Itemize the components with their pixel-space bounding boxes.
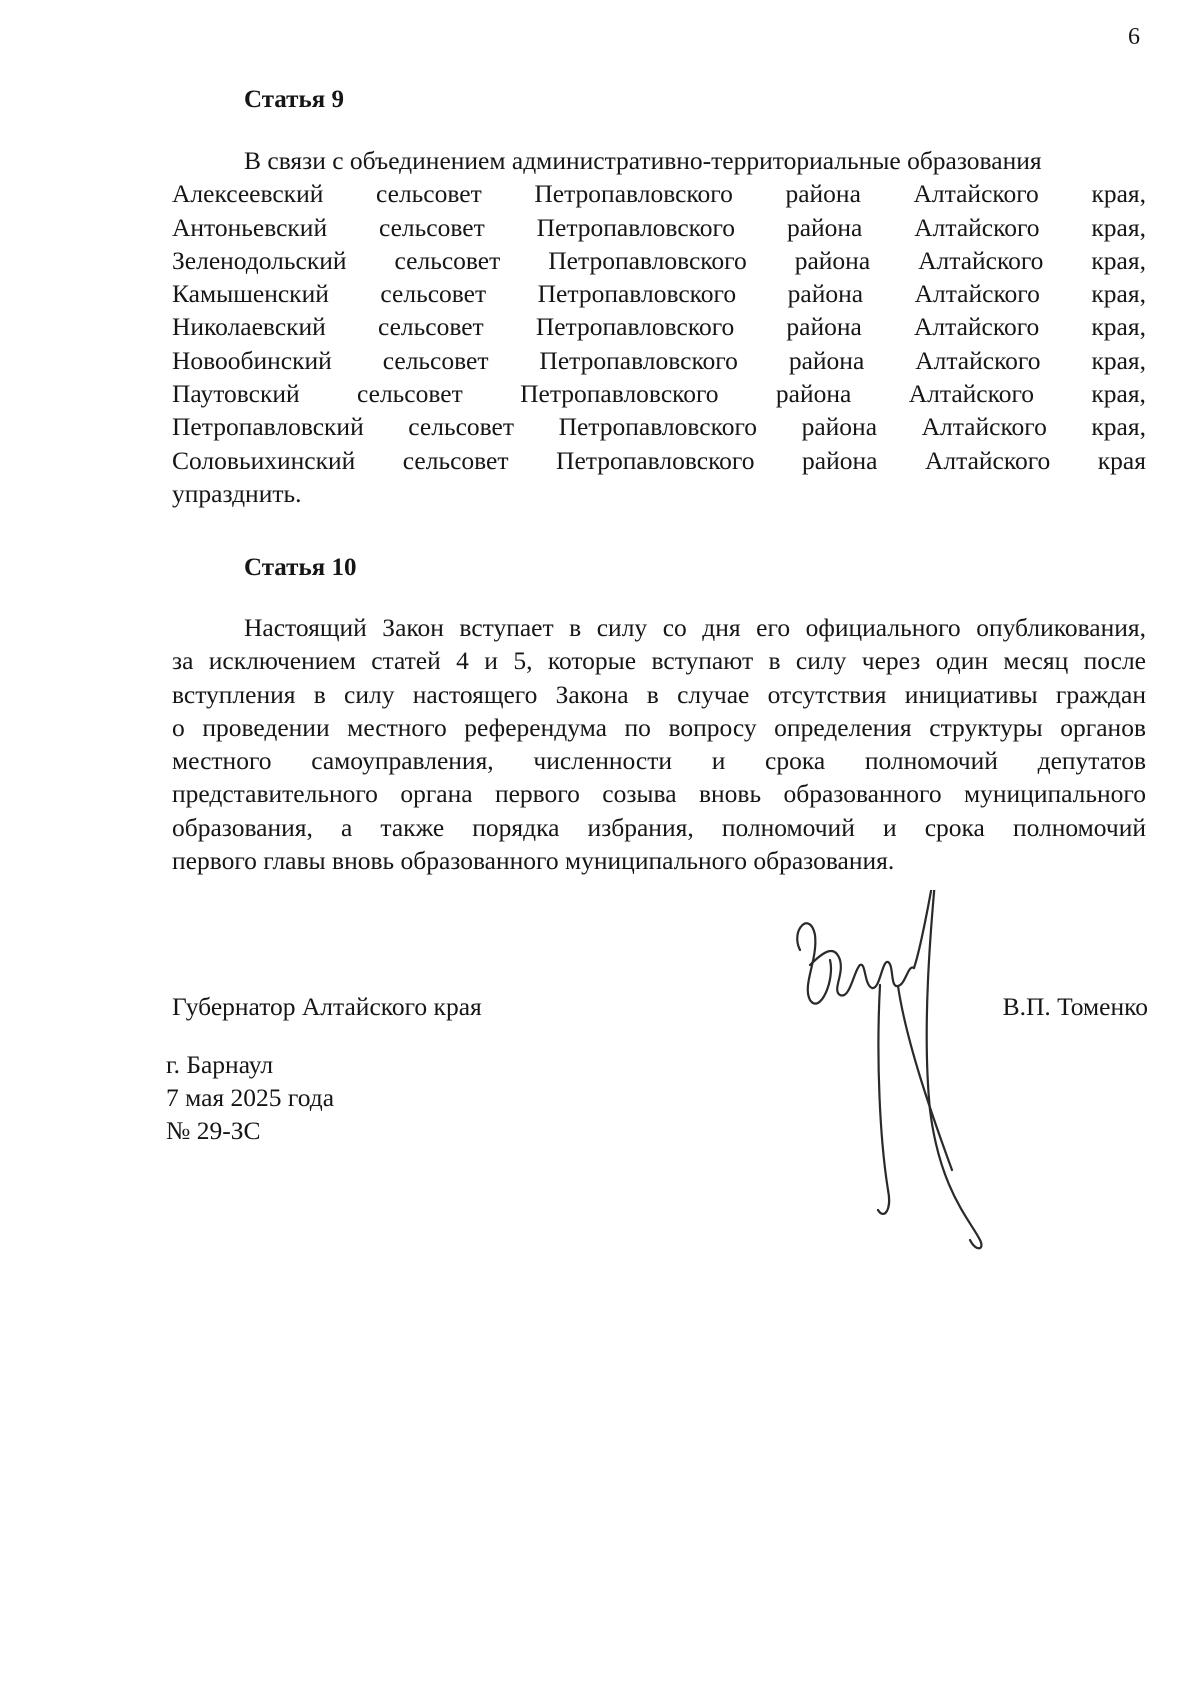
article-9-word: Алтайского <box>914 279 1040 309</box>
article-9-word: сельсовет <box>394 245 501 275</box>
article-9-row <box>172 244 1146 277</box>
article-9-word: сельсовет <box>380 279 487 309</box>
article-9-word: Антоньевский <box>172 212 328 242</box>
article-9-word: Новообинский <box>172 345 332 375</box>
article-9-first-line: В связи с объединением административно-территориальные образования <box>244 146 1042 175</box>
article-9-row <box>172 310 1146 343</box>
article-9-word: Алексеевский <box>172 179 324 209</box>
article-9-word: края <box>1097 445 1146 475</box>
article-9-word: Зеленодольский <box>172 245 347 275</box>
article-10-line: вступления в силу настоящего Закона в случае отсутствия инициативы граждан <box>172 679 1146 709</box>
article-9-word: Камышенский <box>172 279 329 309</box>
article-9-word: Алтайского <box>915 345 1041 375</box>
article-9-word: района <box>786 312 862 342</box>
place-date-block <box>166 1048 334 1147</box>
article-9-row <box>172 277 1146 310</box>
article-9-word: Алтайского <box>914 212 1040 242</box>
signatory-name: В.П. Томенко <box>1002 992 1148 1021</box>
article-9-heading: Статья 9 <box>244 86 344 113</box>
article-9-word: Николаевский <box>172 312 326 342</box>
article-9-word: Петропавловского <box>535 312 735 342</box>
article-9-word: сельсовет <box>376 179 482 209</box>
article-9-word: Паутовский <box>172 379 300 409</box>
article-10-line: представительного органа первого созыва вновь образованного муниципального <box>172 779 1146 809</box>
article-9-word: края, <box>1091 379 1146 409</box>
article-10-line: местного самоуправления, численности и срока полномочий депутатов <box>172 746 1146 776</box>
article-9-word: Алтайского <box>918 245 1044 275</box>
article-9-word: Соловьихинский <box>172 445 356 475</box>
article-9-word: сельсовет <box>402 445 509 475</box>
article-9-word: края, <box>1091 412 1146 442</box>
article-9-word: Петропавловского <box>537 279 737 309</box>
article-9-word: края, <box>1091 345 1146 375</box>
article-9-row <box>172 410 1146 443</box>
article-9-word: Петропавловского <box>558 412 758 442</box>
city: г. Барнаул <box>166 1050 274 1079</box>
article-9-row <box>172 444 1146 477</box>
article-9-word: Алтайского <box>913 179 1039 209</box>
article-9-word: Алтайского <box>921 412 1047 442</box>
article-9-word: сельсовет <box>408 412 515 442</box>
article-10-lines <box>172 611 1146 844</box>
signatory-title: Губернатор Алтайского края <box>172 992 482 1021</box>
article-9-word: Петропавловского <box>548 245 747 275</box>
article-9-word: сельсовет <box>378 212 485 242</box>
article-9-row <box>172 177 1146 210</box>
article-9-word: Петропавловского <box>536 212 736 242</box>
article-9-word: Петропавловского <box>539 345 738 375</box>
article-10-line: за исключением статей 4 и 5, которые вступают в силу через один месяц после <box>172 646 1146 676</box>
article-9-row <box>172 344 1146 377</box>
article-10-heading: Статья 10 <box>244 554 357 581</box>
article-9-word: района <box>802 445 878 475</box>
article-9-word: Петропавловского <box>556 445 755 475</box>
article-9-word: района <box>786 212 863 242</box>
article-9-word: края, <box>1091 179 1146 209</box>
date: 7 мая 2025 года <box>166 1083 335 1112</box>
article-9-word: сельсовет <box>377 312 484 342</box>
article-9-word: района <box>801 412 878 442</box>
article-9-row <box>172 211 1146 244</box>
article-10-body <box>172 611 1146 877</box>
article-9-word: района <box>788 345 865 375</box>
article-9-word: района <box>787 279 864 309</box>
article-9-last-line: упразднить. <box>172 478 302 508</box>
article-10-line: о проведении местного референдума по вопросу определения структуры органов <box>172 712 1146 742</box>
article-9-word: края, <box>1091 212 1146 242</box>
page-number: 6 <box>1128 24 1140 50</box>
article-9-word: Алтайского <box>924 445 1051 475</box>
article-10-line: образования, а также порядка избрания, полномочий и срока полномочий <box>172 812 1146 842</box>
article-9-word: Алтайского <box>913 312 1040 342</box>
article-10-line: Настоящий Закон вступает в силу со дня его официального опубликования, <box>244 613 1146 642</box>
article-9-row <box>172 377 1146 410</box>
article-9-body <box>172 144 1146 510</box>
article-9-word: Алтайского <box>908 379 1035 409</box>
article-9-word: края, <box>1091 245 1146 275</box>
article-9-word: Петропавловский <box>172 412 364 442</box>
article-9-word: Петропавловского <box>520 379 719 409</box>
article-9-word: сельсовет <box>357 379 463 409</box>
law-number: № 29-ЗС <box>166 1116 261 1145</box>
article-9-word: района <box>794 245 871 275</box>
article-9-word: района <box>775 379 852 409</box>
article-10-last-line: первого главы вновь образованного муниципального образования. <box>172 846 895 876</box>
article-9-word: края, <box>1091 312 1146 342</box>
handwritten-signature <box>780 890 1020 1270</box>
article-9-word: края, <box>1091 279 1146 309</box>
article-9-rows <box>172 177 1146 477</box>
article-9-word: района <box>785 179 861 209</box>
article-9-word: Петропавловского <box>534 179 733 209</box>
article-9-word: сельсовет <box>382 345 489 375</box>
